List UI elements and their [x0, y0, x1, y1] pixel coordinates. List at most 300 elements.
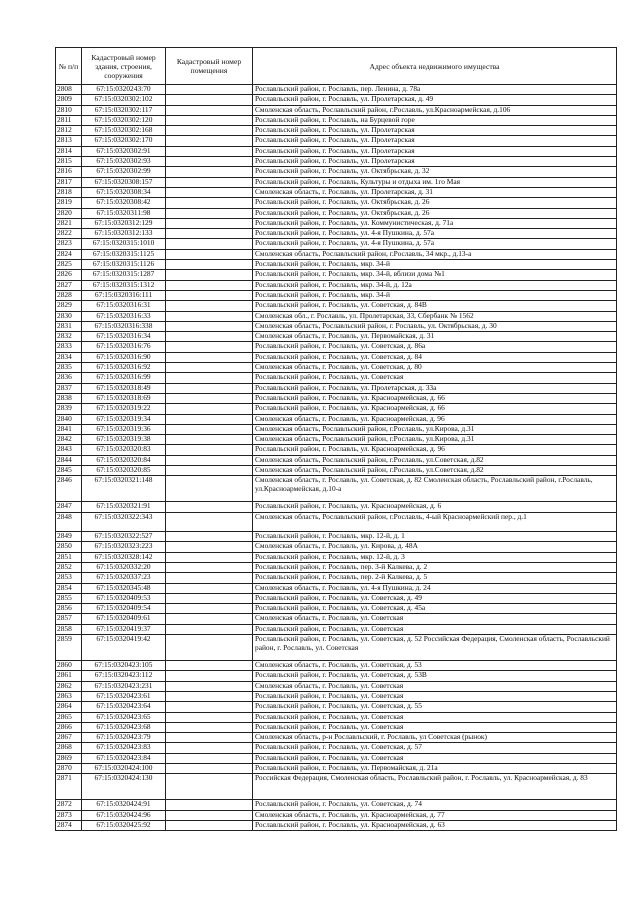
row-address: Рославльский район, г. Рославль, ул. Первомайская, д. 21а [253, 764, 617, 774]
table-row [56, 774, 617, 800]
table-row [56, 352, 617, 362]
row-cadastral-number: 67:15:0320345:48 [82, 583, 166, 593]
row-number: 2809 [56, 95, 82, 105]
row-number: 2864 [56, 702, 82, 712]
row-number: 2810 [56, 105, 82, 115]
table-row [56, 290, 617, 300]
row-number: 2852 [56, 562, 82, 572]
row-premises-number [166, 136, 253, 146]
row-number: 2834 [56, 352, 82, 362]
table-row [56, 800, 617, 810]
row-cadastral-number: 67:15:0320332:20 [82, 562, 166, 572]
row-premises-number [166, 198, 253, 208]
row-premises-number [166, 552, 253, 562]
row-premises-number [166, 661, 253, 671]
row-cadastral-number: 67:15:0320316:76 [82, 342, 166, 352]
row-address: Рославльский район, г. Рославль, ул. Советская, д. 45а [253, 604, 617, 614]
header-address: Адрес объекта недвижимого имущества [253, 48, 617, 85]
row-premises-number [166, 342, 253, 352]
row-number: 2848 [56, 512, 82, 532]
row-premises-number [166, 157, 253, 167]
row-number: 2839 [56, 404, 82, 414]
row-number: 2819 [56, 198, 82, 208]
row-number: 2832 [56, 332, 82, 342]
row-number: 2808 [56, 85, 82, 95]
row-number: 2853 [56, 573, 82, 583]
row-premises-number [166, 105, 253, 115]
row-number: 2858 [56, 624, 82, 634]
row-cadastral-number: 67:15:0320423:65 [82, 712, 166, 722]
row-number: 2841 [56, 424, 82, 434]
table-body [56, 85, 617, 831]
row-cadastral-number: 67:15:0320315:1010 [82, 239, 166, 249]
table-row [56, 270, 617, 280]
row-premises-number [166, 383, 253, 393]
table-row [56, 702, 617, 712]
row-address: Рославльский район, г. Рославль, ул. Пролетарская [253, 126, 617, 136]
row-address: Смоленская область, р-н Рославльский, г. Рославль, ул Советская (рынок) [253, 733, 617, 743]
row-cadastral-number: 67:15:0320323:223 [82, 542, 166, 552]
row-address: Рославльский район, г. Рославль, мкр. 12-й, д. 1 [253, 532, 617, 542]
row-premises-number [166, 187, 253, 197]
row-cadastral-number: 67:15:0320423:61 [82, 691, 166, 701]
row-number: 2860 [56, 661, 82, 671]
row-number: 2855 [56, 593, 82, 603]
row-cadastral-number: 67:15:0320424:96 [82, 810, 166, 820]
row-cadastral-number: 67:15:0320316:90 [82, 352, 166, 362]
row-address: Смоленская область, г. Рославль, ул. Советская, д. 82 Смоленская область, Рославльский район, г.Рославль, ул.Красноармейская, д.10-а [253, 476, 617, 502]
table-row [56, 691, 617, 701]
row-address: Смоленская область, г. Рославль, ул. Советская, д. 53 [253, 661, 617, 671]
row-cadastral-number: 67:15:0320302:99 [82, 167, 166, 177]
row-address: Рославльский район, г. Рославль, ул. Советская [253, 753, 617, 763]
row-address: Смоленская область, Рославльский район, г.Рославль, 4-ый Красноармейский пер., д.1 [253, 512, 617, 532]
row-number: 2813 [56, 136, 82, 146]
row-premises-number [166, 722, 253, 732]
table-row [56, 661, 617, 671]
row-address: Рославльский район, г. Рославль, ул. Советская [253, 722, 617, 732]
row-address: Смоленская область, г. Рославль, ул. Советская, д. 80 [253, 363, 617, 373]
row-cadastral-number: 67:15:0320316:33 [82, 311, 166, 321]
row-premises-number [166, 95, 253, 105]
row-address: Рославльский район, г. Рославль, ул. Октябрьская, д. 26 [253, 198, 617, 208]
table-row [56, 95, 617, 105]
table-row [56, 512, 617, 532]
row-premises-number [166, 635, 253, 661]
row-cadastral-number: 67:15:0320319:22 [82, 404, 166, 414]
row-cadastral-number: 67:15:0320419:42 [82, 635, 166, 661]
row-premises-number [166, 352, 253, 362]
table-row [56, 363, 617, 373]
row-address: Рославльский район, г. Рославль, ул. Советская, д. 86а [253, 342, 617, 352]
row-premises-number [166, 681, 253, 691]
row-address: Смоленская область, Рославльский район, г.Рославль, ул.Красноармейская, д.106 [253, 105, 617, 115]
row-number: 2822 [56, 229, 82, 239]
table-row [56, 542, 617, 552]
row-premises-number [166, 249, 253, 259]
table-row [56, 820, 617, 830]
row-number: 2843 [56, 445, 82, 455]
table-row [56, 218, 617, 228]
table-row [56, 393, 617, 403]
header-premises-number: Кадастровый номер помещения [166, 48, 253, 85]
row-address: Рославльский район, г. Рославль, ул. Октябрьская, д. 32 [253, 167, 617, 177]
row-cadastral-number: 67:15:0320308:34 [82, 187, 166, 197]
row-address: Российская Федерация, Смоленская область, Рославльский район, г. Рославль, ул. Красноармейская, д. 83 [253, 774, 617, 800]
row-cadastral-number: 67:15:0320320:84 [82, 455, 166, 465]
row-number: 2845 [56, 465, 82, 475]
table-row [56, 136, 617, 146]
table-row [56, 424, 617, 434]
row-cadastral-number: 67:15:0320423:68 [82, 722, 166, 732]
table-row [56, 373, 617, 383]
row-number: 2857 [56, 614, 82, 624]
row-premises-number [166, 280, 253, 290]
row-cadastral-number: 67:15:0320321:91 [82, 502, 166, 512]
row-address: Смоленская область, г. Рославль, ул. Советская [253, 681, 617, 691]
table-row [56, 332, 617, 342]
row-address: Рославльский район, г. Рославль, ул. Советская, д. 55 [253, 702, 617, 712]
row-cadastral-number: 67:15:0320424:130 [82, 774, 166, 800]
header-cadastral-number: Кадастровый номер здания, строения, сооружения [82, 48, 166, 85]
table-row [56, 583, 617, 593]
row-address: Рославльский район, г. Рославль, ул. 4-я Пушкина, д. 57а [253, 229, 617, 239]
table-row [56, 624, 617, 634]
row-address: Рославльский район, г. Рославль, ул. Октябрьская, д. 26 [253, 208, 617, 218]
row-number: 2851 [56, 552, 82, 562]
table-row [56, 342, 617, 352]
row-address: Рославльский район, г. Рославль, ул. Советская [253, 373, 617, 383]
table-row [56, 311, 617, 321]
row-cadastral-number: 67:15:0320318:49 [82, 383, 166, 393]
row-address: Рославльский район, г. Рославль, ул. Красноармейская, д. 63 [253, 820, 617, 830]
row-cadastral-number: 67:15:0320319:38 [82, 435, 166, 445]
row-address: Рославльский район, г. Рославль, ул. Советская, д. 74 [253, 800, 617, 810]
table-row [56, 280, 617, 290]
row-address: Смоленская область, Рославльский район, г. Рославль, ул. Октябрьская, д. 30 [253, 321, 617, 331]
row-premises-number [166, 177, 253, 187]
row-premises-number [166, 573, 253, 583]
row-premises-number [166, 671, 253, 681]
row-cadastral-number: 67:15:0320308:157 [82, 177, 166, 187]
table-row [56, 635, 617, 661]
table-row [56, 177, 617, 187]
row-cadastral-number: 67:15:0320423:83 [82, 743, 166, 753]
row-premises-number [166, 532, 253, 542]
table-row [56, 198, 617, 208]
row-number: 2874 [56, 820, 82, 830]
row-cadastral-number: 67:15:0320316:111 [82, 290, 166, 300]
row-premises-number [166, 624, 253, 634]
table-row [56, 743, 617, 753]
row-cadastral-number: 67:15:0320316:31 [82, 301, 166, 311]
table-row [56, 455, 617, 465]
row-premises-number [166, 229, 253, 239]
row-number: 2861 [56, 671, 82, 681]
property-register-table [55, 47, 617, 831]
row-number: 2836 [56, 373, 82, 383]
row-premises-number [166, 712, 253, 722]
row-number: 2831 [56, 321, 82, 331]
row-premises-number [166, 445, 253, 455]
row-address: Рославльский район, г. Рославль, ул. Советская, д. 84 [253, 352, 617, 362]
row-cadastral-number: 67:15:0320409:61 [82, 614, 166, 624]
row-address: Рославльский район, г. Рославль, ул. Советская [253, 691, 617, 701]
row-premises-number [166, 542, 253, 552]
row-number: 2873 [56, 810, 82, 820]
table-row [56, 614, 617, 624]
row-number: 2837 [56, 383, 82, 393]
table-row [56, 260, 617, 270]
table-row [56, 445, 617, 455]
row-address: Рославльский район, г. Рославль, ул. Советская, д. 53В [253, 671, 617, 681]
row-premises-number [166, 465, 253, 475]
row-premises-number [166, 764, 253, 774]
row-cadastral-number: 67:15:0320316:338 [82, 321, 166, 331]
row-address: Рославльский район, г. Рославль, мкр. 34-й [253, 290, 617, 300]
row-number: 2830 [56, 311, 82, 321]
table-row [56, 404, 617, 414]
row-address: Смоленская область, г. Рославль, ул. Красноармейская, д. 77 [253, 810, 617, 820]
row-premises-number [166, 476, 253, 502]
row-number: 2846 [56, 476, 82, 502]
row-cadastral-number: 67:15:0320312:129 [82, 218, 166, 228]
row-cadastral-number: 67:15:0320409:53 [82, 593, 166, 603]
row-premises-number [166, 774, 253, 800]
row-cadastral-number: 67:15:0320322:527 [82, 532, 166, 542]
table-row [56, 604, 617, 614]
table-row [56, 105, 617, 115]
table-row [56, 126, 617, 136]
row-address: Рославльский район, г. Рославль, ул. Советская, д. 49 [253, 593, 617, 603]
table-row [56, 532, 617, 542]
row-address: Рославльский район, г. Рославль, ул. Красноармейская, д. 6 [253, 502, 617, 512]
row-cadastral-number: 67:15:0320321:148 [82, 476, 166, 502]
row-address: Смоленская обл., г. Рославль, ул. Пролетарская, 33, Сбербанк № 1562 [253, 311, 617, 321]
row-number: 2867 [56, 733, 82, 743]
row-number: 2818 [56, 187, 82, 197]
row-premises-number [166, 562, 253, 572]
row-number: 2824 [56, 249, 82, 259]
row-address: Рославльский район, г. Рославль, мкр. 34-й, вблизи дома №1 [253, 270, 617, 280]
table-row [56, 249, 617, 259]
row-premises-number [166, 733, 253, 743]
header-number: № п/п [56, 48, 82, 85]
row-premises-number [166, 239, 253, 249]
row-cadastral-number: 67:15:0320328:142 [82, 552, 166, 562]
row-address: Рославльский район, г. Рославль, ул. Пролетарская, д. 49 [253, 95, 617, 105]
row-number: 2868 [56, 743, 82, 753]
table-row [56, 593, 617, 603]
row-premises-number [166, 270, 253, 280]
table-row [56, 383, 617, 393]
row-number: 2865 [56, 712, 82, 722]
row-cadastral-number: 67:15:0320316:92 [82, 363, 166, 373]
row-cadastral-number: 67:15:0320320:85 [82, 465, 166, 475]
table-row [56, 157, 617, 167]
table-row [56, 465, 617, 475]
row-premises-number [166, 404, 253, 414]
row-cadastral-number: 67:15:0320322:343 [82, 512, 166, 532]
row-number: 2812 [56, 126, 82, 136]
row-premises-number [166, 691, 253, 701]
row-cadastral-number: 67:15:0320316:34 [82, 332, 166, 342]
row-address: Рославльский район, г. Рославль, ул. Красноармейская, д. 96 [253, 445, 617, 455]
row-number: 2866 [56, 722, 82, 732]
row-address: Смоленская область, Рославльский район, г.Рославль, ул.Кирова, д.31 [253, 424, 617, 434]
table-header [56, 48, 617, 85]
row-address: Смоленская область, Рославльский район, г.Рославль, ул.Советская, д.82 [253, 465, 617, 475]
row-cadastral-number: 67:15:0320311:98 [82, 208, 166, 218]
row-address: Смоленская область, г. Рославль, ул. Пролетарская, д. 31 [253, 187, 617, 197]
row-address: Рославльский район, г. Рославль, ул. Советская, д. 52 Российская Федерация, Смоленская область, Рославльский район, г. Рославль, ул. Советская [253, 635, 617, 661]
row-number: 2847 [56, 502, 82, 512]
row-cadastral-number: 67:15:0320423:112 [82, 671, 166, 681]
table-row [56, 502, 617, 512]
row-number: 2815 [56, 157, 82, 167]
row-number: 2811 [56, 115, 82, 125]
row-cadastral-number: 67:15:0320302:102 [82, 95, 166, 105]
table-row [56, 712, 617, 722]
table-row [56, 681, 617, 691]
table-row [56, 435, 617, 445]
row-premises-number [166, 373, 253, 383]
row-address: Смоленская область, Рославльский район, г.Рославль, ул.Советская, д.82 [253, 455, 617, 465]
row-cadastral-number: 67:15:0320312:133 [82, 229, 166, 239]
row-premises-number [166, 126, 253, 136]
row-number: 2842 [56, 435, 82, 445]
row-premises-number [166, 593, 253, 603]
row-cadastral-number: 67:15:0320243:70 [82, 85, 166, 95]
row-premises-number [166, 321, 253, 331]
table-row [56, 301, 617, 311]
row-premises-number [166, 512, 253, 532]
row-number: 2850 [56, 542, 82, 552]
row-cadastral-number: 67:15:0320423:84 [82, 753, 166, 763]
row-number: 2859 [56, 635, 82, 661]
row-number: 2870 [56, 764, 82, 774]
row-premises-number [166, 800, 253, 810]
row-premises-number [166, 743, 253, 753]
row-address: Рославльский район, г. Рославль, ул. Пролетарская [253, 136, 617, 146]
row-number: 2869 [56, 753, 82, 763]
row-premises-number [166, 332, 253, 342]
row-cadastral-number: 67:15:0320409:54 [82, 604, 166, 614]
row-cadastral-number: 67:15:0320315:1312 [82, 280, 166, 290]
row-address: Смоленская область, г. Рославль, ул. 4-я Пушкина, д. 24 [253, 583, 617, 593]
table-row [56, 239, 617, 249]
row-cadastral-number: 67:15:0320423:64 [82, 702, 166, 712]
row-address: Рославльский район, г. Рославль, пер. Ленина, д. 78а [253, 85, 617, 95]
row-number: 2816 [56, 167, 82, 177]
row-cadastral-number: 67:15:0320423:79 [82, 733, 166, 743]
row-premises-number [166, 218, 253, 228]
row-premises-number [166, 85, 253, 95]
row-premises-number [166, 290, 253, 300]
row-number: 2863 [56, 691, 82, 701]
row-cadastral-number: 67:15:0320302:93 [82, 157, 166, 167]
table-row [56, 321, 617, 331]
row-premises-number [166, 583, 253, 593]
row-address: Рославльский район, г. Рославль, мкр. 34-й [253, 260, 617, 270]
row-number: 2844 [56, 455, 82, 465]
row-cadastral-number: 67:15:0320302:117 [82, 105, 166, 115]
row-address: Рославльский район, г. Рославль, ул. Пролетарская [253, 146, 617, 156]
row-address: Рославльский район, г. Рославль, мкр. 34-й, д. 12а [253, 280, 617, 290]
row-cadastral-number: 67:15:0320425:92 [82, 820, 166, 830]
row-premises-number [166, 753, 253, 763]
table-row [56, 753, 617, 763]
row-address: Рославльский район, г. Рославль, на Бурцевой горе [253, 115, 617, 125]
row-number: 2821 [56, 218, 82, 228]
row-address: Рославльский район, г. Рославль, ул. Красноармейская, д. 66 [253, 404, 617, 414]
row-premises-number [166, 167, 253, 177]
row-premises-number [166, 614, 253, 624]
row-premises-number [166, 208, 253, 218]
row-cadastral-number: 67:15:0320308:42 [82, 198, 166, 208]
row-cadastral-number: 67:15:0320315:1287 [82, 270, 166, 280]
row-address: Рославльский район, г. Рославль, ул. Коммунистическая, д. 71а [253, 218, 617, 228]
row-number: 2854 [56, 583, 82, 593]
row-premises-number [166, 311, 253, 321]
row-number: 2829 [56, 301, 82, 311]
row-premises-number [166, 502, 253, 512]
row-cadastral-number: 67:15:0320319:36 [82, 424, 166, 434]
row-cadastral-number: 67:15:0320302:120 [82, 115, 166, 125]
row-cadastral-number: 67:15:0320337:23 [82, 573, 166, 583]
table-row [56, 208, 617, 218]
row-address: Рославльский район, г. Рославль, ул. 4-я Пушкина, д. 57а [253, 239, 617, 249]
row-number: 2817 [56, 177, 82, 187]
row-number: 2838 [56, 393, 82, 403]
row-number: 2833 [56, 342, 82, 352]
table-row [56, 146, 617, 156]
row-cadastral-number: 67:15:0320424:91 [82, 800, 166, 810]
row-number: 2823 [56, 239, 82, 249]
table-row [56, 671, 617, 681]
row-premises-number [166, 702, 253, 712]
row-cadastral-number: 67:15:0320302:170 [82, 136, 166, 146]
row-premises-number [166, 301, 253, 311]
row-premises-number [166, 393, 253, 403]
row-premises-number [166, 414, 253, 424]
row-cadastral-number: 67:15:0320315:1126 [82, 260, 166, 270]
row-cadastral-number: 67:15:0320320:83 [82, 445, 166, 455]
row-premises-number [166, 810, 253, 820]
row-premises-number [166, 260, 253, 270]
row-address: Рославльский район, г. Рославль, пер. 2-й Калкева, д. 5 [253, 573, 617, 583]
row-number: 2840 [56, 414, 82, 424]
row-number: 2872 [56, 800, 82, 810]
row-address: Смоленская область, г. Рославль, ул. Первомайская, д. 31 [253, 332, 617, 342]
row-number: 2849 [56, 532, 82, 542]
table-row [56, 722, 617, 732]
row-address: Рославльский район, г. Рославль, ул. Пролетарская, д. 33а [253, 383, 617, 393]
row-address: Рославльский район, г. Рославль, ул. Красноармейская, д. 66 [253, 393, 617, 403]
row-address: Рославльский район, г. Рославль, ул. Советская, д. 57 [253, 743, 617, 753]
table-row [56, 414, 617, 424]
row-cadastral-number: 67:15:0320302:91 [82, 146, 166, 156]
row-cadastral-number: 67:15:0320302:168 [82, 126, 166, 136]
row-cadastral-number: 67:15:0320319:34 [82, 414, 166, 424]
row-premises-number [166, 455, 253, 465]
row-premises-number [166, 363, 253, 373]
row-address: Рославльский район, г. Рославль, пер. 3-й Калкева, д. 2 [253, 562, 617, 572]
row-cadastral-number: 67:15:0320316:99 [82, 373, 166, 383]
table-row [56, 115, 617, 125]
row-premises-number [166, 115, 253, 125]
row-number: 2827 [56, 280, 82, 290]
